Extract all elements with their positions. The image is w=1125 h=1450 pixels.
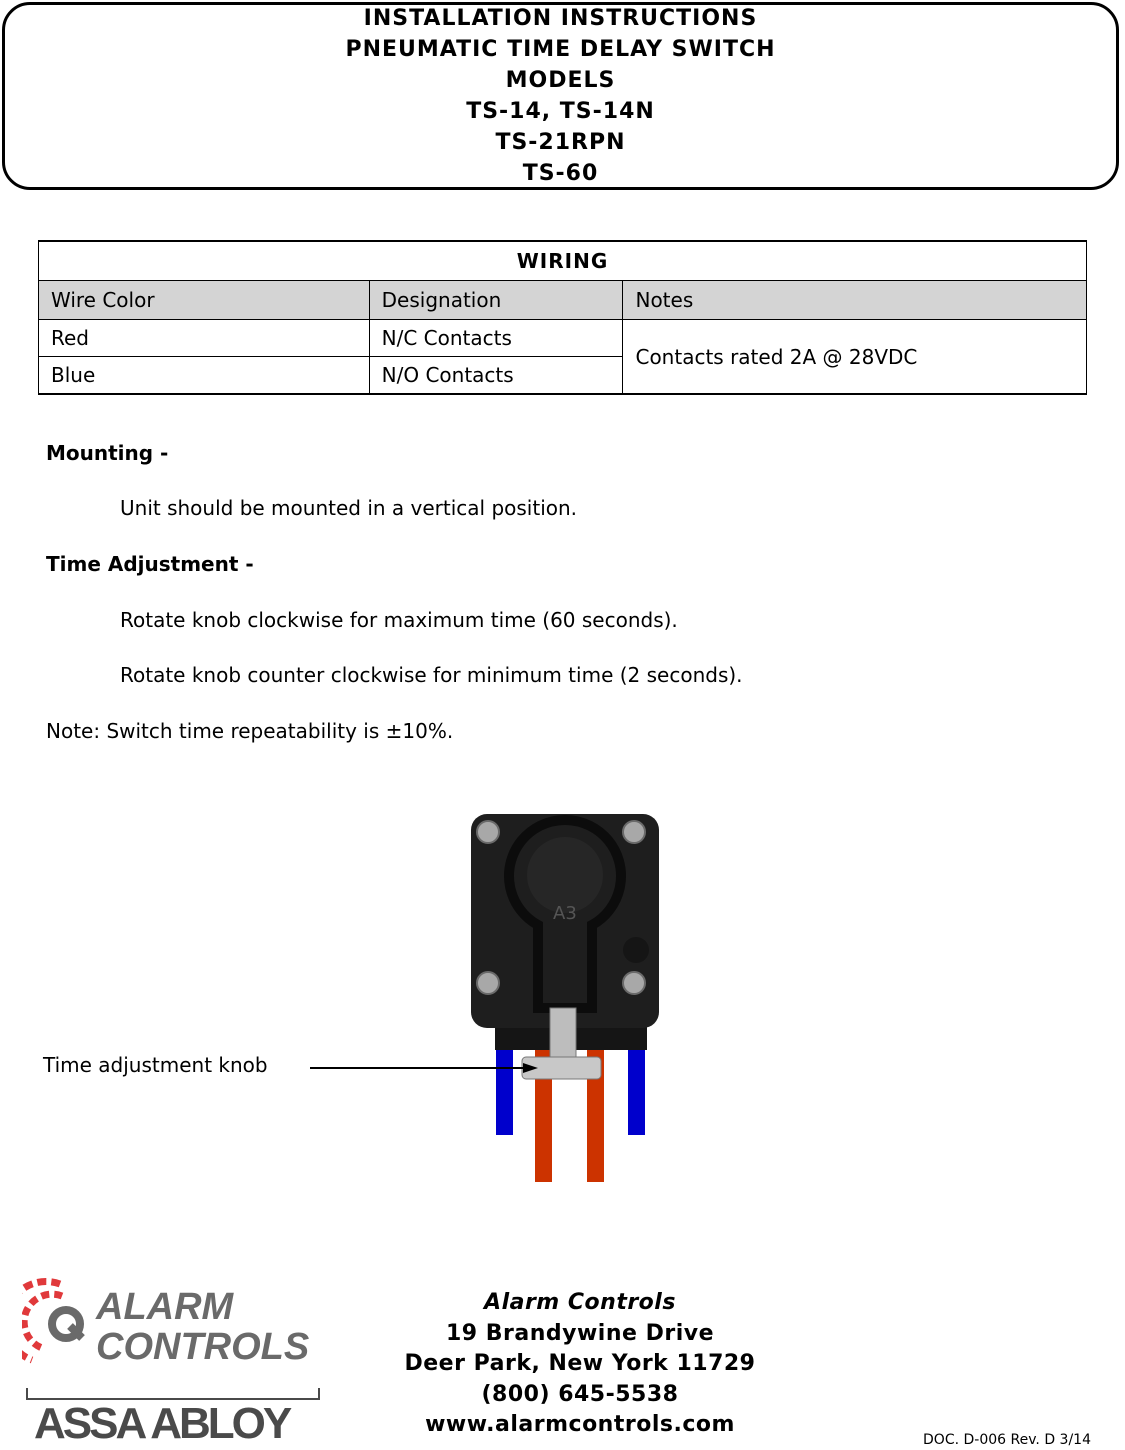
company-address: [370, 1288, 790, 1441]
table-row: [39, 320, 1087, 357]
logo-text-alarm: ALARM: [96, 1286, 234, 1328]
title-line-4: TS-14, TS-14N: [466, 99, 655, 124]
screw-icon: [623, 821, 645, 843]
title-line-3: MODELS: [505, 68, 616, 93]
title-line-6: TS-60: [522, 161, 599, 186]
wiring-table: [38, 240, 1087, 395]
switch-illustration: [0, 780, 1125, 1210]
street-address: 19 Brandywine Drive: [445, 1320, 714, 1346]
wire-color-cell: Red: [39, 320, 370, 357]
designation-cell: N/C Contacts: [369, 320, 623, 357]
screw-icon: [623, 972, 645, 994]
document-number: DOC. D-006 Rev. D 3/14: [923, 1432, 1091, 1448]
designation-cell: N/O Contacts: [369, 357, 623, 395]
title-line-2: PNEUMATIC TIME DELAY SWITCH: [345, 37, 776, 62]
column-header-notes: Notes: [623, 281, 1087, 320]
title-line-1: INSTALLATION INSTRUCTIONS: [363, 6, 758, 31]
notes-cell: Contacts rated 2A @ 28VDC: [623, 320, 1087, 395]
knob-stem: [550, 1008, 576, 1058]
wire-color-cell: Blue: [39, 357, 370, 395]
knob-recess: [527, 837, 603, 913]
time-adjustment-heading: Time Adjustment -: [46, 552, 254, 576]
screw-icon: [477, 972, 499, 994]
title-line-5: TS-21RPN: [495, 130, 626, 155]
company-name: Alarm Controls: [484, 1290, 676, 1315]
wiring-caption: WIRING: [39, 241, 1087, 281]
mounting-heading: Mounting -: [46, 441, 169, 465]
table-header-row: [39, 281, 1087, 320]
column-header-designation: Designation: [369, 281, 623, 320]
plug-icon: [623, 937, 649, 963]
phone-number: (800) 645-5538: [481, 1381, 679, 1407]
screw-icon: [477, 821, 499, 843]
assa-abloy-logo: ASSA ABLOY: [34, 1399, 290, 1448]
repeatability-note: Note: Switch time repeatability is ±10%.: [46, 719, 454, 743]
blue-wire-left: [496, 1042, 513, 1135]
blue-wire-right: [628, 1042, 645, 1135]
column-header-wire-color: Wire Color: [39, 281, 370, 320]
knob-callout-label: Time adjustment knob: [43, 1053, 268, 1077]
mounting-text: Unit should be mounted in a vertical position.: [120, 496, 578, 520]
logo-mark-icon: [22, 1272, 102, 1372]
website-link[interactable]: www.alarmcontrols.com: [425, 1412, 735, 1437]
body-mark: A3: [553, 903, 577, 924]
time-adjustment-clockwise: Rotate knob clockwise for maximum time (60 seconds).: [120, 608, 678, 632]
title-box: [2, 2, 1119, 190]
switch-figure: [0, 780, 1125, 1210]
logo-text-controls: CONTROLS: [96, 1326, 310, 1368]
time-adjustment-counterclockwise: Rotate knob counter clockwise for minimum time (2 seconds).: [120, 663, 743, 687]
city-state-zip: Deer Park, New York 11729: [404, 1351, 756, 1376]
